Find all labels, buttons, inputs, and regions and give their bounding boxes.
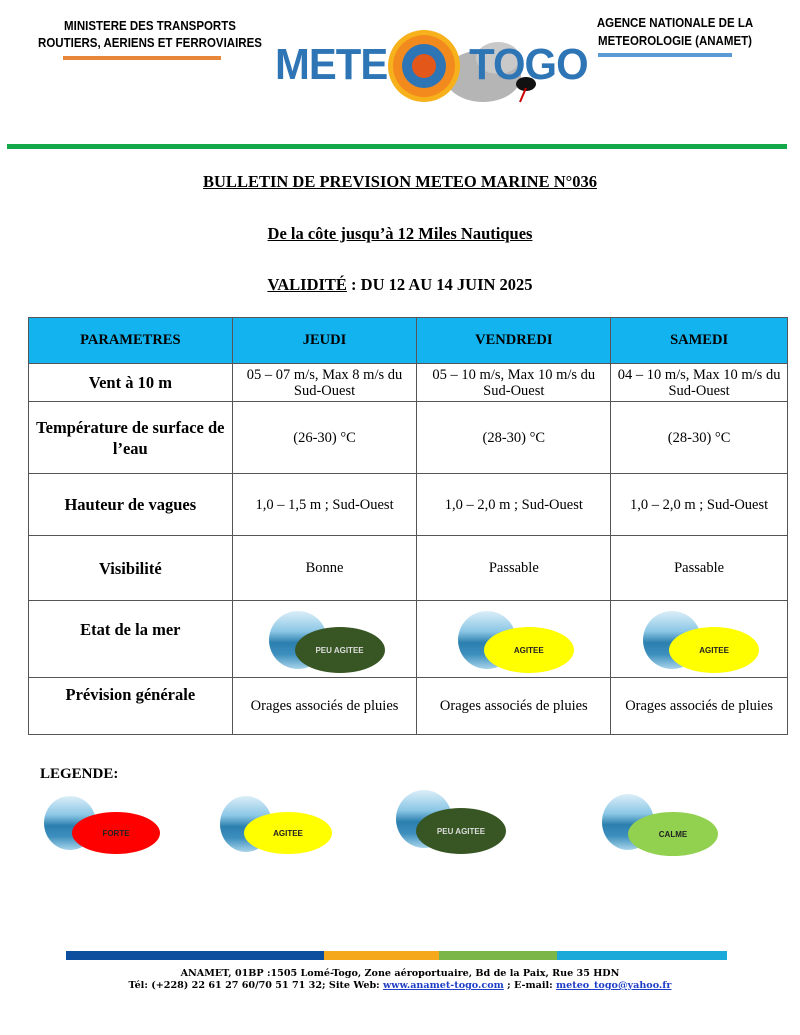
sea-state-agitee-icon <box>639 607 759 671</box>
sea-state-label: AGITEE <box>669 627 759 673</box>
table-cell: 1,0 – 2,0 m ; Sud-Ouest <box>417 474 611 536</box>
legend-title: LEGENDE: <box>40 766 119 782</box>
agency-line-2: METEOROLOGIE (ANAMET) <box>598 34 752 48</box>
param-label: Visibilité <box>29 536 233 601</box>
param-label: Prévision générale <box>29 678 233 735</box>
bulletin-subtitle-text: De la côte jusqu’à 12 Miles Nautiques <box>267 224 533 243</box>
table-cell: Passable <box>417 536 611 601</box>
meteo-togo-logo <box>270 28 588 108</box>
table-cell: 1,0 – 2,0 m ; Sud-Ouest <box>611 474 788 536</box>
footer-color-bar <box>66 951 727 960</box>
table-row-wind <box>29 364 788 402</box>
legend-calme-icon <box>600 792 720 858</box>
param-label: Vent à 10 m <box>29 364 233 402</box>
column-header: JEUDI <box>232 318 417 364</box>
bulletin-subtitle <box>0 224 800 244</box>
legend-forte-icon <box>42 794 162 860</box>
sea-state-agitee-icon <box>454 607 574 671</box>
agency-name <box>569 14 781 50</box>
legend-label: AGITEE <box>244 812 332 854</box>
param-label: Hauteur de vagues <box>29 474 233 536</box>
param-label: Température de surface de l’eau <box>29 402 233 474</box>
legend-label: FORTE <box>72 812 160 854</box>
validity <box>0 275 800 295</box>
legend-label: CALME <box>628 812 718 856</box>
column-header: SAMEDI <box>611 318 788 364</box>
column-header: PARAMETRES <box>29 318 233 364</box>
agency-line-1: AGENCE NATIONALE DE LA <box>596 16 754 30</box>
ministry-line-1: MINISTERE DES TRANSPORTS <box>64 19 236 33</box>
logo-text-left: METE <box>274 40 388 89</box>
sea-state-label: AGITEE <box>484 627 574 673</box>
table-cell <box>611 601 788 678</box>
legend-peu-agitee-icon <box>394 788 514 854</box>
table-cell: Bonne <box>232 536 417 601</box>
sea-state-peu-agitee-icon <box>265 607 385 671</box>
table-cell: 05 – 07 m/s, Max 8 m/s du Sud-Ouest <box>232 364 417 402</box>
table-row-water-temp <box>29 402 788 474</box>
forecast-table <box>28 317 788 735</box>
email-link[interactable]: meteo_togo@yahoo.fr <box>556 980 672 991</box>
table-row-wave-height <box>29 474 788 536</box>
footer-contact <box>0 980 800 992</box>
agency-underline <box>598 53 732 57</box>
bulletin-title <box>0 172 800 192</box>
ministry-line-2: ROUTIERS, AERIENS ET FERROVIAIRES <box>38 36 262 50</box>
table-row-general-forecast <box>29 678 788 735</box>
logo-text-right: TOGO <box>469 40 588 89</box>
table-header-row <box>29 318 788 364</box>
legend-agitee-icon <box>218 794 338 860</box>
table-row-sea-state <box>29 601 788 678</box>
legend-label: PEU AGITEE <box>416 808 506 854</box>
table-cell <box>417 601 611 678</box>
table-cell: 05 – 10 m/s, Max 10 m/s du Sud-Ouest <box>417 364 611 402</box>
table-cell: (26-30) °C <box>232 402 417 474</box>
table-cell: Orages associés de pluies <box>417 678 611 735</box>
bulletin-title-text: BULLETIN DE PREVISION METEO MARINE N°036 <box>203 172 597 191</box>
table-cell: 1,0 – 1,5 m ; Sud-Ouest <box>232 474 417 536</box>
sea-state-label: PEU AGITEE <box>295 627 385 673</box>
table-cell: (28-30) °C <box>611 402 788 474</box>
website-link[interactable]: www.anamet-togo.com <box>383 980 504 991</box>
ministry-underline <box>63 56 221 60</box>
validity-label: VALIDITÉ <box>267 275 347 294</box>
table-cell: Orages associés de pluies <box>232 678 417 735</box>
table-cell: (28-30) °C <box>417 402 611 474</box>
validity-value: : DU 12 AU 14 JUIN 2025 <box>346 275 533 294</box>
table-cell: Orages associés de pluies <box>611 678 788 735</box>
header-divider <box>7 144 787 149</box>
footer-phone: Tél: (+228) 22 61 27 60/70 51 71 32; Site Web: <box>128 980 384 991</box>
param-label: Etat de la mer <box>29 601 233 678</box>
column-header: VENDREDI <box>417 318 611 364</box>
footer-address: ANAMET, 01BP :1505 Lomé-Togo, Zone aéroportuaire, Bd de la Paix, Rue 35 HDN <box>180 968 620 979</box>
table-cell: 04 – 10 m/s, Max 10 m/s du Sud-Ouest <box>611 364 788 402</box>
table-cell <box>232 601 417 678</box>
ministry-name <box>30 18 269 52</box>
footer-email-label: ; E-mail: <box>503 980 557 991</box>
table-row-visibility <box>29 536 788 601</box>
table-cell: Passable <box>611 536 788 601</box>
